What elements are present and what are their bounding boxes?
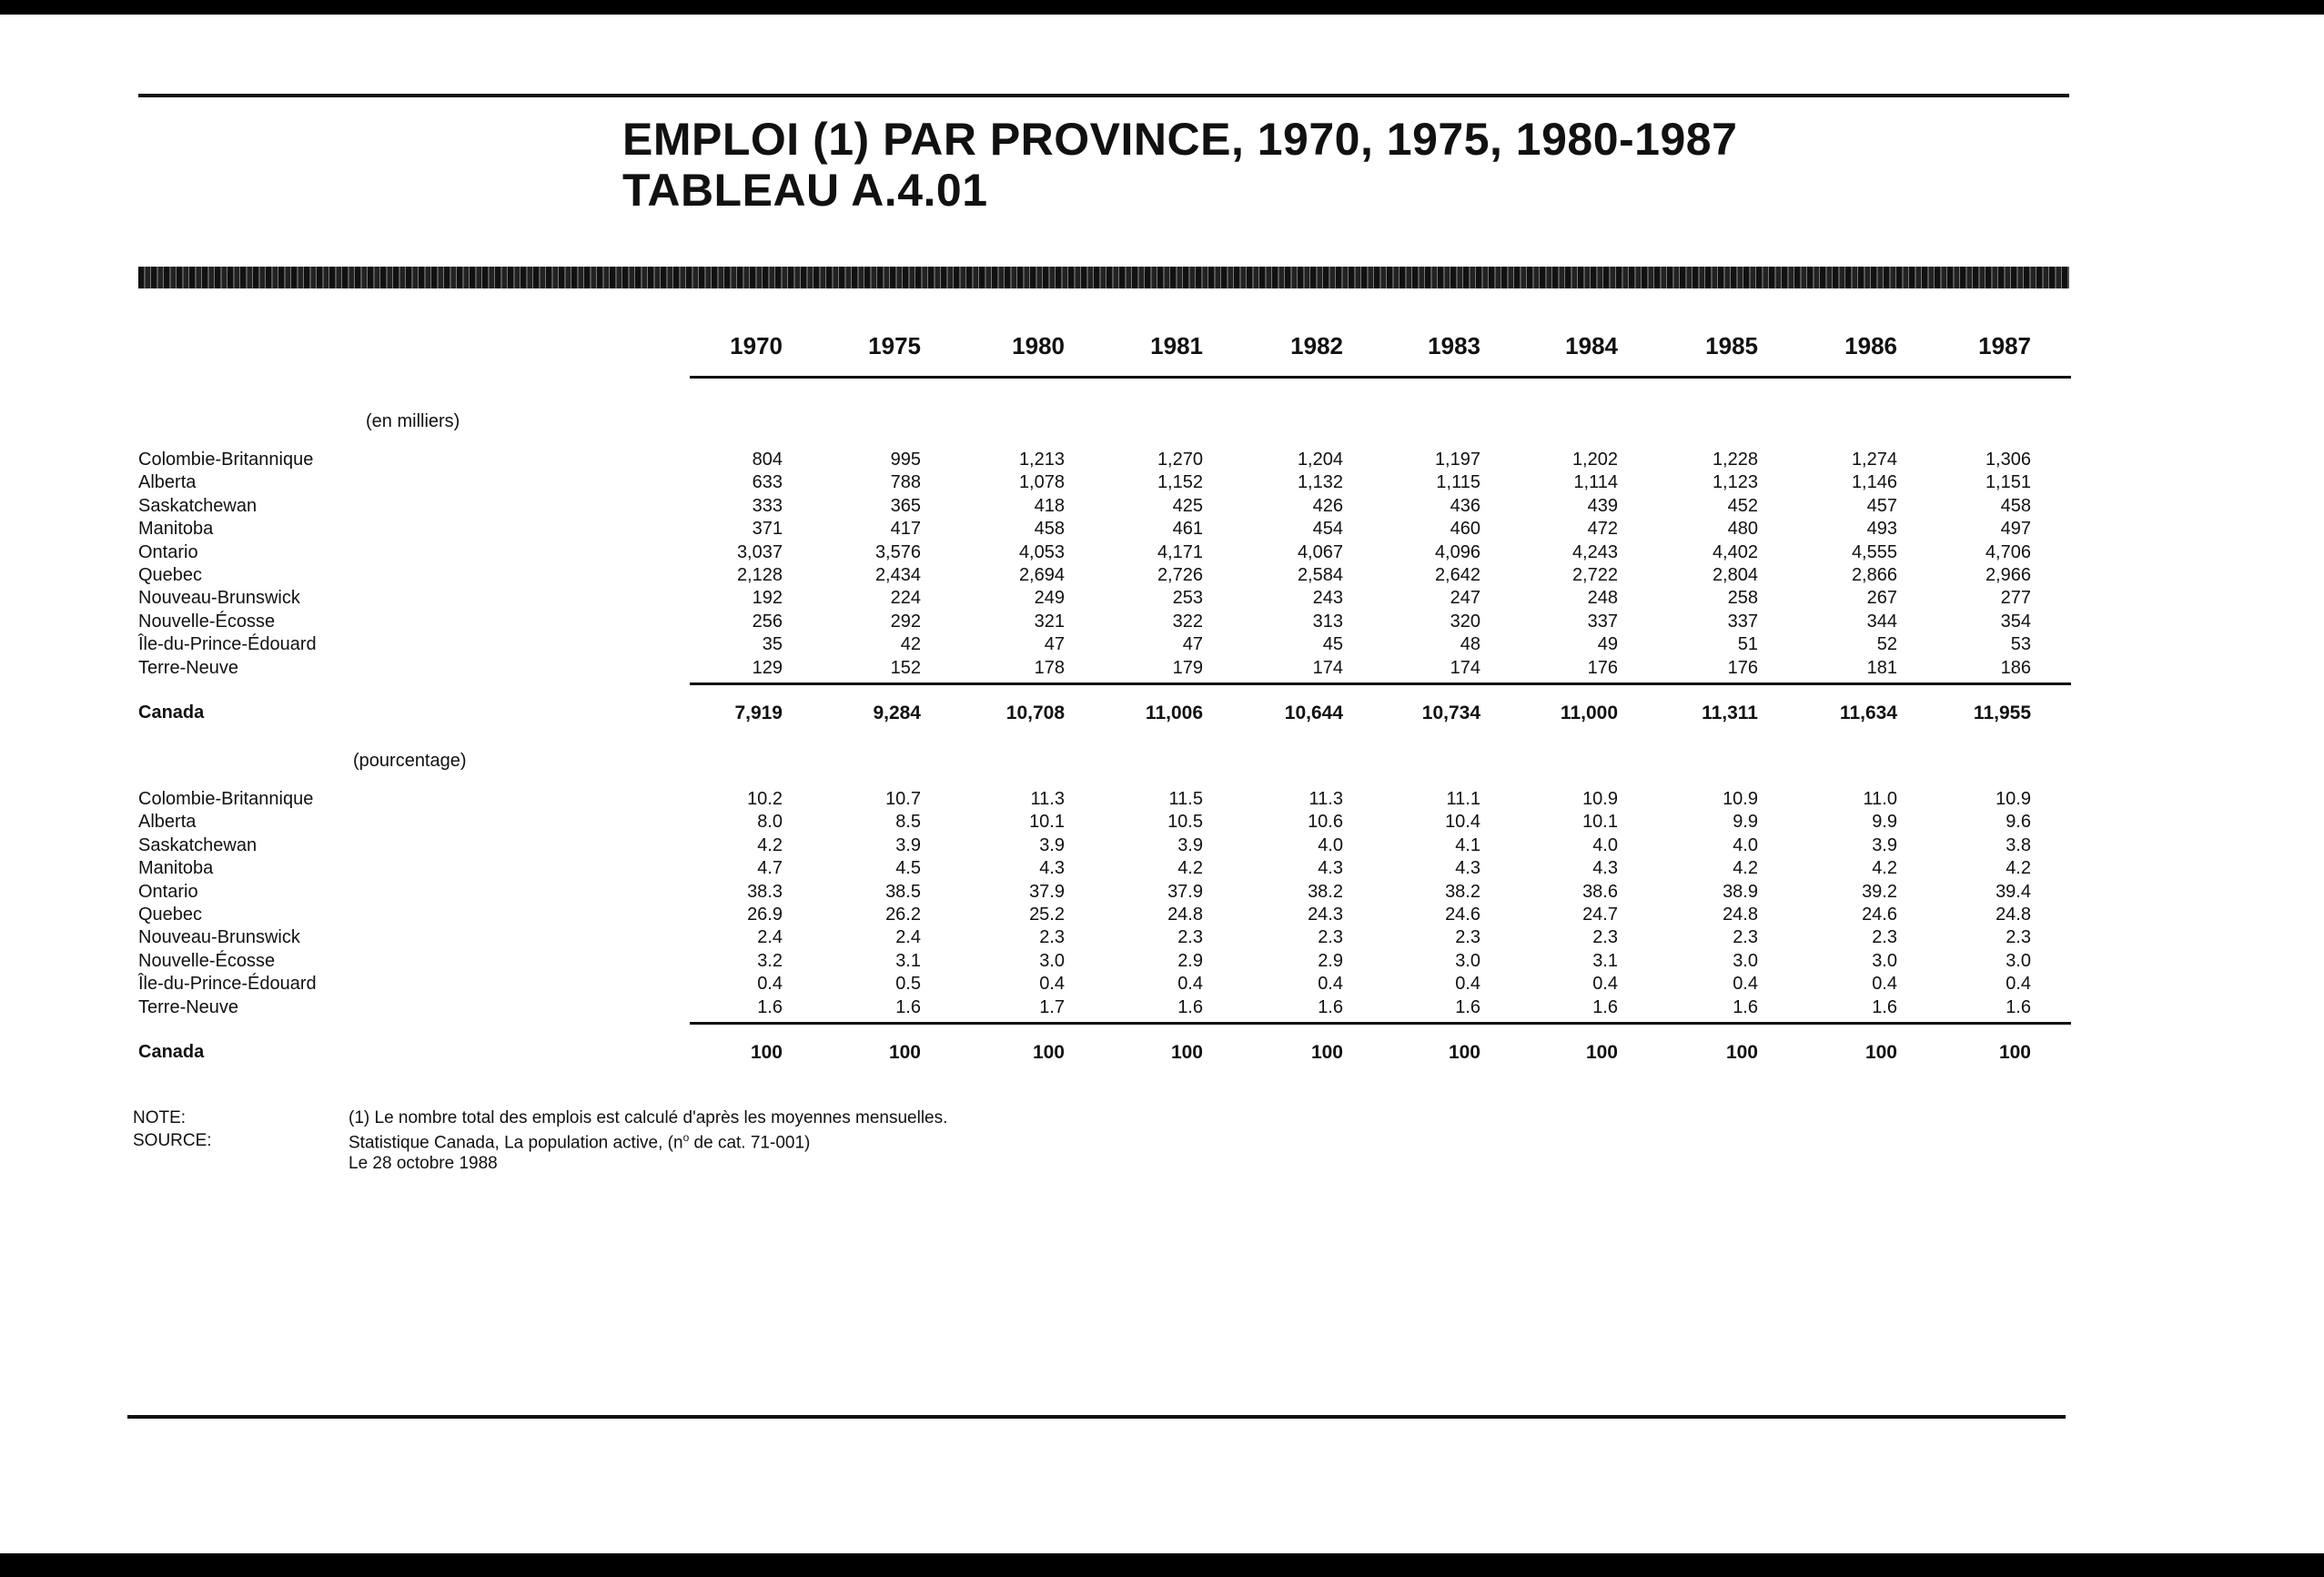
table-cell: 0.4 — [1039, 974, 1065, 995]
table-cell: 354 — [2000, 611, 2031, 632]
table-cell: 179 — [1172, 657, 1203, 678]
year-header-1983: 1983 — [1428, 332, 1480, 359]
table-cell: 10.4 — [1445, 812, 1480, 833]
table-cell: 24.3 — [1308, 905, 1343, 925]
table-cell: 1,197 — [1434, 450, 1480, 470]
table-cell: 178 — [1034, 657, 1065, 678]
table-cell: 53 — [2010, 634, 2031, 655]
table-cell: 4,555 — [1851, 541, 1897, 562]
source-date: Le 28 octobre 1988 — [349, 1154, 498, 1173]
table-cell: 152 — [890, 657, 921, 678]
table-cell: 460 — [1450, 519, 1480, 540]
table-cell: 4.2 — [1733, 858, 1758, 879]
table-cell: 2,966 — [1985, 565, 2031, 585]
table-cell: 176 — [1727, 657, 1758, 678]
table-cell: 0.5 — [895, 974, 921, 995]
table-cell: 3.9 — [895, 834, 921, 855]
table-cell: 0.4 — [2006, 974, 2031, 995]
table-cell: 337 — [1727, 611, 1758, 632]
province-label: Nouvelle-Écosse — [138, 611, 276, 632]
province-label: Quebec — [138, 565, 203, 585]
table-cell: 48 — [1460, 634, 1480, 655]
table-cell: 3,037 — [736, 541, 783, 562]
total-cell: 100 — [1310, 1042, 1343, 1063]
table-cell: 3.0 — [2006, 950, 2031, 971]
province-label: Alberta — [138, 812, 197, 833]
table-cell: 0.4 — [1318, 974, 1343, 995]
table-cell: 4.2 — [757, 834, 783, 855]
table-cell: 277 — [2000, 588, 2031, 609]
total-cell: 10,734 — [1421, 703, 1480, 723]
table-cell: 4.5 — [895, 858, 921, 879]
table-cell: 24.6 — [1862, 905, 1897, 925]
total-label: Canada — [138, 703, 205, 723]
year-header-1980: 1980 — [1012, 332, 1065, 359]
table-cell: 10.1 — [1582, 812, 1618, 833]
total-cell: 100 — [888, 1042, 921, 1063]
year-header-1982: 1982 — [1290, 332, 1343, 359]
table-cell: 452 — [1727, 495, 1758, 516]
table-cell: 45 — [1322, 634, 1343, 655]
table-cell: 52 — [1876, 634, 1897, 655]
source-text-main: Statistique Canada, La population active, (n — [349, 1133, 683, 1153]
table-cell: 3.0 — [1455, 950, 1480, 971]
table-cell: 454 — [1312, 519, 1343, 540]
table-cell: 2,584 — [1297, 565, 1343, 585]
note-text: (1) Le nombre total des emplois est calculé d'après les moyennes mensuelles. — [349, 1108, 948, 1127]
table-cell: 320 — [1450, 611, 1480, 632]
table-cell: 192 — [752, 588, 783, 609]
table-cell: 1,228 — [1712, 450, 1758, 470]
table-cell: 38.5 — [885, 881, 921, 902]
table-cell: 2.3 — [1592, 927, 1618, 948]
table-cell: 10.9 — [1996, 789, 2031, 809]
table-cell: 9.9 — [1872, 812, 1897, 833]
table-cell: 1.6 — [1592, 996, 1618, 1017]
total-cell: 100 — [1448, 1042, 1480, 1063]
province-label: Nouvelle-Écosse — [138, 950, 276, 971]
table-cell: 1,270 — [1157, 450, 1203, 470]
province-label: Manitoba — [138, 519, 214, 540]
table-cell: 337 — [1587, 611, 1618, 632]
total-cell: 100 — [1998, 1042, 2031, 1063]
table-cell: 37.9 — [1167, 881, 1203, 902]
table-cell: 333 — [752, 495, 783, 516]
table-cell: 436 — [1450, 495, 1480, 516]
table-cell: 10.9 — [1723, 789, 1758, 809]
table-cell: 0.4 — [1592, 974, 1618, 995]
table-cell: 47 — [1044, 634, 1065, 655]
table-cell: 267 — [1866, 588, 1897, 609]
table-cell: 4,243 — [1571, 541, 1618, 562]
table-cell: 4.2 — [1872, 858, 1897, 879]
total-cell: 11,634 — [1839, 703, 1897, 723]
table-cell: 4.7 — [757, 858, 783, 879]
total-cell: 100 — [1585, 1042, 1618, 1063]
title-line-1: EMPLOI (1) PAR PROVINCE, 1970, 1975, 1980-1987 — [622, 114, 1738, 165]
table-cell: 4,402 — [1712, 541, 1758, 562]
table-cell: 4.2 — [2006, 858, 2031, 879]
table-cell: 1,146 — [1851, 472, 1897, 493]
table-cell: 11.0 — [1863, 789, 1897, 809]
total-cell: 11,311 — [1702, 703, 1758, 723]
table-cell: 2.3 — [1318, 927, 1343, 948]
province-label: Île-du-Prince-Édouard — [138, 974, 317, 995]
province-label: Ontario — [138, 541, 198, 562]
table-cell: 1.7 — [1039, 996, 1065, 1017]
top-rule — [138, 94, 2069, 97]
year-header-1975: 1975 — [868, 332, 921, 359]
table-cell: 1,078 — [1018, 472, 1065, 493]
header-rule — [690, 376, 2071, 379]
table-cell: 3.0 — [1872, 950, 1897, 971]
table-cell: 176 — [1587, 657, 1618, 678]
table-cell: 497 — [2000, 519, 2031, 540]
province-label: Île-du-Prince-Édouard — [138, 634, 317, 655]
table-cell: 458 — [1034, 519, 1065, 540]
total-cell: 10,708 — [1005, 703, 1065, 723]
table-cell: 224 — [890, 588, 921, 609]
table-cell: 248 — [1587, 588, 1618, 609]
table-cell: 4.3 — [1455, 858, 1480, 879]
table-cell: 11.1 — [1446, 789, 1480, 809]
province-label: Saskatchewan — [138, 495, 258, 516]
province-label: Alberta — [138, 472, 197, 493]
table-cell: 371 — [752, 519, 783, 540]
table-cell: 0.4 — [1733, 974, 1758, 995]
table-cell: 439 — [1587, 495, 1618, 516]
table-cell: 2,128 — [736, 565, 783, 585]
table-cell: 322 — [1172, 611, 1203, 632]
table-cell: 24.8 — [1996, 905, 2031, 925]
table-cell: 4,067 — [1297, 541, 1343, 562]
table-cell: 10.5 — [1167, 812, 1203, 833]
page-title — [622, 114, 1737, 216]
table-cell: 1.6 — [895, 996, 921, 1017]
table-cell: 11.5 — [1168, 789, 1203, 809]
table-cell: 35 — [762, 634, 783, 655]
table-cell: 1,151 — [1985, 472, 2031, 493]
table-cell: 1.6 — [2006, 996, 2031, 1017]
source-text — [349, 1131, 810, 1153]
table-cell: 3.9 — [1872, 834, 1897, 855]
source-text-tail: de cat. 71-001) — [689, 1133, 811, 1153]
table-cell: 4.0 — [1733, 834, 1758, 855]
table-cell: 1,204 — [1297, 450, 1343, 470]
table-cell: 24.7 — [1582, 905, 1618, 925]
table-cell: 2,722 — [1571, 565, 1618, 585]
table-cell: 253 — [1172, 588, 1203, 609]
table-cell: 1.6 — [1177, 996, 1203, 1017]
table-cell: 243 — [1312, 588, 1343, 609]
table-cell: 2,434 — [874, 565, 921, 585]
table-cell: 458 — [2000, 495, 2031, 516]
table-cell: 256 — [752, 611, 783, 632]
title-line-2: TABLEAU A.4.01 — [622, 165, 988, 216]
province-label: Manitoba — [138, 858, 214, 879]
table-cell: 417 — [890, 519, 921, 540]
table-cell: 1.6 — [757, 996, 783, 1017]
table-cell: 38.2 — [1308, 881, 1343, 902]
year-header-1987: 1987 — [1978, 332, 2031, 359]
table-cell: 2.9 — [1177, 950, 1203, 971]
table-cell: 633 — [752, 472, 783, 493]
note-label: NOTE: — [133, 1108, 187, 1127]
table-cell: 10.6 — [1308, 812, 1343, 833]
province-label: Nouveau-Brunswick — [138, 588, 300, 609]
table-cell: 47 — [1182, 634, 1203, 655]
table-cell: 3.2 — [757, 950, 783, 971]
table-cell: 2,866 — [1851, 565, 1897, 585]
table-cell: 313 — [1312, 611, 1343, 632]
table-cell: 38.9 — [1723, 881, 1758, 902]
table-cell: 10.1 — [1029, 812, 1065, 833]
header-band — [138, 267, 2069, 288]
table-cell: 24.6 — [1445, 905, 1480, 925]
table-cell: 24.8 — [1723, 905, 1758, 925]
total-rule — [690, 1022, 2071, 1025]
table-cell: 2.4 — [757, 927, 783, 948]
table-cell: 3.1 — [1592, 950, 1618, 971]
table-cell: 2.3 — [1455, 927, 1480, 948]
table-cell: 1,123 — [1712, 472, 1758, 493]
table-cell: 3.9 — [1177, 834, 1203, 855]
table-cell: 37.9 — [1029, 881, 1065, 902]
total-cell: 11,955 — [1973, 703, 2031, 723]
total-label: Canada — [138, 1042, 205, 1062]
table-cell: 4.0 — [1318, 834, 1343, 855]
table-cell: 3.1 — [895, 950, 921, 971]
table-cell: 11.3 — [1309, 789, 1343, 809]
table-cell: 9.9 — [1733, 812, 1758, 833]
table-cell: 42 — [900, 634, 921, 655]
province-label: Colombie-Britannique — [138, 789, 314, 809]
total-cell: 100 — [1032, 1042, 1065, 1063]
table-cell: 0.4 — [1177, 974, 1203, 995]
year-header-1984: 1984 — [1565, 332, 1618, 359]
table-cell: 8.5 — [895, 812, 921, 833]
table-cell: 1,132 — [1297, 472, 1343, 493]
table-cell: 4.3 — [1592, 858, 1618, 879]
table-cell: 2,642 — [1434, 565, 1480, 585]
table-cell: 1.6 — [1733, 996, 1758, 1017]
table-cell: 418 — [1034, 495, 1065, 516]
table-cell: 38.2 — [1445, 881, 1480, 902]
table-cell: 2,726 — [1157, 565, 1203, 585]
table-cell: 344 — [1866, 611, 1897, 632]
total-cell: 11,000 — [1560, 703, 1618, 723]
table-cell: 26.9 — [747, 905, 783, 925]
total-cell: 100 — [1725, 1042, 1758, 1063]
source-label: SOURCE: — [133, 1131, 212, 1150]
table-cell: 38.3 — [747, 881, 783, 902]
table-cell: 995 — [890, 450, 921, 470]
table-cell: 26.2 — [885, 905, 921, 925]
province-label: Quebec — [138, 905, 203, 925]
table-cell: 1,152 — [1157, 472, 1203, 493]
table-cell: 472 — [1587, 519, 1618, 540]
table-cell: 3.8 — [2006, 834, 2031, 855]
table-cell: 2.3 — [1733, 927, 1758, 948]
table-cell: 457 — [1866, 495, 1897, 516]
table-cell: 3.9 — [1039, 834, 1065, 855]
total-cell: 10,644 — [1284, 703, 1343, 723]
table-cell: 4.2 — [1177, 858, 1203, 879]
unit-label-thousands: (en milliers) — [366, 411, 460, 431]
table-cell: 11.3 — [1030, 789, 1065, 809]
table-cell: 2.3 — [2006, 927, 2031, 948]
table-cell: 2.3 — [1177, 927, 1203, 948]
total-cell: 100 — [750, 1042, 783, 1063]
table-cell: 4.3 — [1039, 858, 1065, 879]
table-cell: 25.2 — [1029, 905, 1065, 925]
table-cell: 129 — [752, 657, 783, 678]
table-cell: 1,306 — [1985, 450, 2031, 470]
table-cell: 24.8 — [1167, 905, 1203, 925]
table-cell: 10.9 — [1582, 789, 1618, 809]
table-cell: 9.6 — [2006, 812, 2031, 833]
table-cell: 4,171 — [1157, 541, 1203, 562]
table-cell: 2.3 — [1039, 927, 1065, 948]
total-cell: 100 — [1864, 1042, 1897, 1063]
table-cell: 365 — [890, 495, 921, 516]
table-cell: 425 — [1172, 495, 1203, 516]
year-header-1981: 1981 — [1150, 332, 1203, 359]
table-cell: 10.2 — [747, 789, 783, 809]
province-label: Terre-Neuve — [138, 657, 239, 678]
total-rule — [690, 682, 2071, 685]
table-cell: 2.4 — [895, 927, 921, 948]
table-cell: 39.2 — [1862, 881, 1897, 902]
table-cell: 4.3 — [1318, 858, 1343, 879]
table-cell: 0.4 — [757, 974, 783, 995]
table-cell: 4,706 — [1985, 541, 2031, 562]
province-label: Ontario — [138, 881, 198, 902]
bottom-rule — [127, 1415, 2066, 1419]
table-cell: 4.0 — [1592, 834, 1618, 855]
table-cell: 426 — [1312, 495, 1343, 516]
table-cell: 3.0 — [1039, 950, 1065, 971]
table-cell: 8.0 — [757, 812, 783, 833]
table-cell: 186 — [2000, 657, 2031, 678]
table-cell: 321 — [1034, 611, 1065, 632]
table-cell: 1.6 — [1318, 996, 1343, 1017]
table-cell: 10.7 — [885, 789, 921, 809]
table-cell: 1.6 — [1872, 996, 1897, 1017]
scan-border-top — [0, 0, 2324, 15]
table-cell: 2.9 — [1318, 950, 1343, 971]
table-cell: 39.4 — [1996, 881, 2031, 902]
table-cell: 3.0 — [1733, 950, 1758, 971]
table-cell: 480 — [1727, 519, 1758, 540]
table-cell: 0.4 — [1455, 974, 1480, 995]
total-cell: 7,919 — [734, 703, 783, 723]
table-cell: 181 — [1866, 657, 1897, 678]
table-cell: 174 — [1450, 657, 1480, 678]
table-cell: 1,114 — [1573, 472, 1618, 493]
table-cell: 49 — [1597, 634, 1618, 655]
total-cell: 9,284 — [873, 703, 921, 723]
scan-border-bottom — [0, 1553, 2324, 1577]
province-label: Colombie-Britannique — [138, 450, 314, 470]
table-cell: 4,096 — [1434, 541, 1480, 562]
table-cell: 247 — [1450, 588, 1480, 609]
table-cell: 174 — [1312, 657, 1343, 678]
table-cell: 258 — [1727, 588, 1758, 609]
table-cell: 788 — [890, 472, 921, 493]
table-cell: 4,053 — [1018, 541, 1065, 562]
table-cell: 1,274 — [1851, 450, 1897, 470]
year-header-1985: 1985 — [1705, 332, 1758, 359]
table-cell: 51 — [1737, 634, 1758, 655]
table-cell: 2,804 — [1712, 565, 1758, 585]
unit-label-percent: (pourcentage) — [353, 751, 467, 771]
table-cell: 2.3 — [1872, 927, 1897, 948]
table-cell: 38.6 — [1582, 881, 1618, 902]
total-cell: 11,006 — [1145, 703, 1203, 723]
table-cell: 3,576 — [874, 541, 921, 562]
year-header-1986: 1986 — [1844, 332, 1897, 359]
table-cell: 292 — [890, 611, 921, 632]
table-cell: 1.6 — [1455, 996, 1480, 1017]
table-cell: 804 — [752, 450, 783, 470]
table-cell: 249 — [1034, 588, 1065, 609]
table-cell: 461 — [1172, 519, 1203, 540]
province-label: Terre-Neuve — [138, 996, 239, 1017]
year-header-1970: 1970 — [730, 332, 783, 359]
table-cell: 493 — [1866, 519, 1897, 540]
province-label: Saskatchewan — [138, 834, 258, 855]
total-cell: 100 — [1170, 1042, 1203, 1063]
table-cell: 1,202 — [1571, 450, 1618, 470]
source-superscript: o — [682, 1131, 690, 1144]
table-cell: 0.4 — [1872, 974, 1897, 995]
table-cell: 1,115 — [1436, 472, 1480, 493]
table-cell: 2,694 — [1018, 565, 1065, 585]
table-cell: 1,213 — [1018, 450, 1065, 470]
table-cell: 4.1 — [1455, 834, 1480, 855]
province-label: Nouveau-Brunswick — [138, 927, 300, 948]
